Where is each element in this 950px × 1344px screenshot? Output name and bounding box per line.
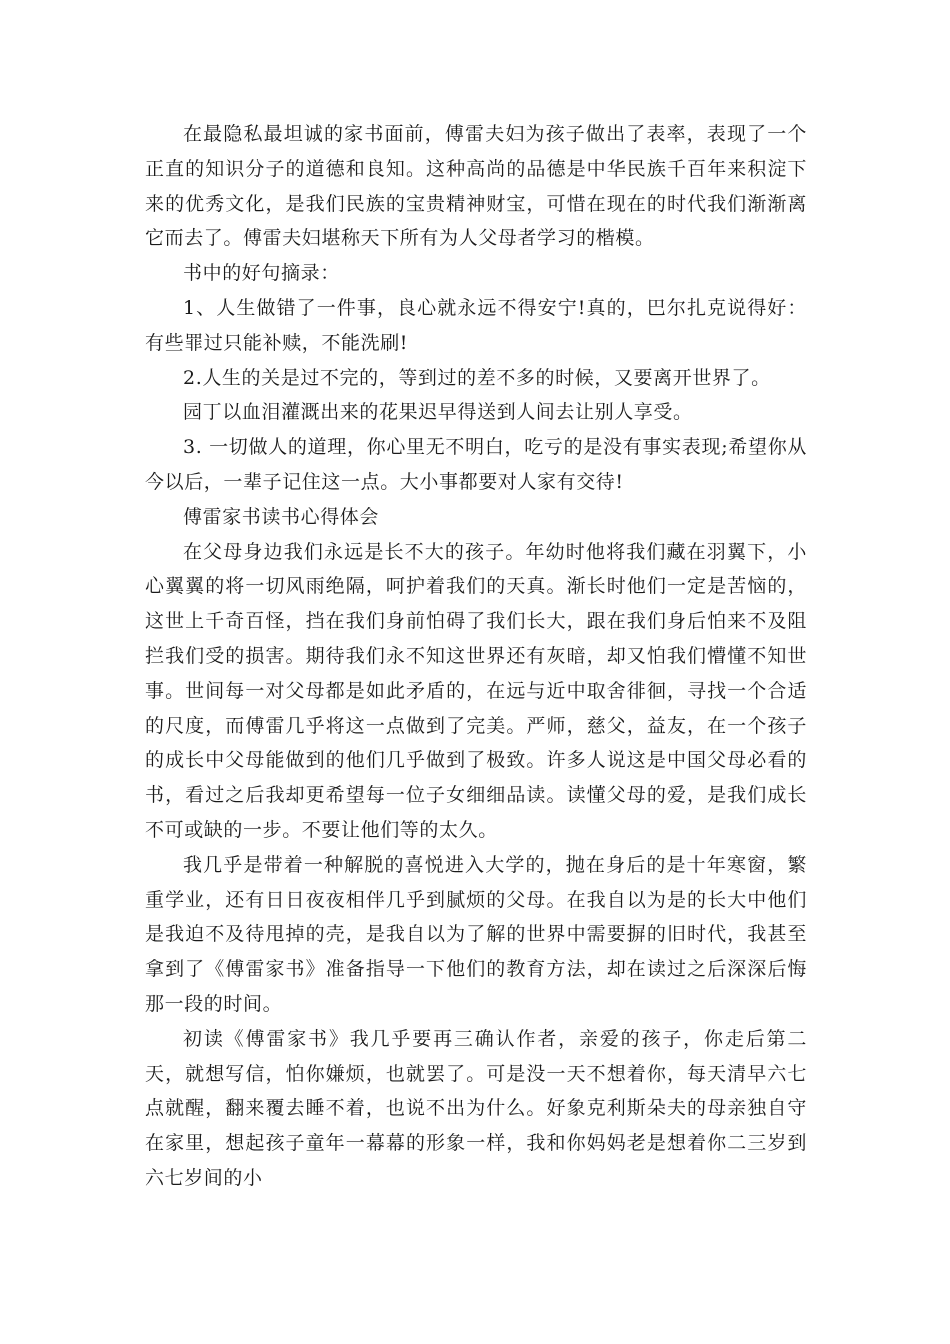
paragraph-quote-1: 1、人生做错了一件事，良心就永远不得安宁!真的，巴尔扎克说得好：有些罪过只能补赎，不能洗刷! xyxy=(145,296,807,354)
paragraph-quotes-heading: 书中的好句摘录： xyxy=(183,262,340,285)
paragraph-quote-2: 2.人生的关是过不完的，等到过的差不多的时候，又要离开世界了。 xyxy=(183,366,771,389)
paragraph-body-1: 在父母身边我们永远是长不大的孩子。年幼时他将我们藏在羽翼下，小心翼翼的将一切风雨绝隔，呵护着我们的天真。渐长时他们一定是苦恼的，这世上千奇百怪，挡在我们身前怕碍了我们长大，跟在我们身后怕来不及阻拦我们受的损害。期待我们永不知这世界还有灰暗，却又怕我们懵懂不知世事。世间每一对父母都是如此矛盾的，在远与近中取舍徘徊，寻找一个合适的尺度，而傅雷几乎将这一点做到了完美。严师，慈父，益友，在一个孩子的成长中父母能做到的他们几乎做到了极致。许多人说这是中国父母必看的书，看过之后我却更希望每一位子女细细品读。读懂父母的爱，是我们成长不可或缺的一步。不要让他们等的太久。 xyxy=(145,540,807,841)
section-heading: 傅雷家书读书心得体会 xyxy=(183,505,380,528)
paragraph-quote-2b: 园丁以血泪灌溉出来的花果迟早得送到人间去让别人享受。 xyxy=(183,401,693,424)
document-body xyxy=(145,117,807,1196)
paragraph-body-2: 我几乎是带着一种解脱的喜悦进入大学的，抛在身后的是十年寒窗，繁重学业，还有日日夜夜相伴几乎到腻烦的父母。在我自以为是的长大中他们是我迫不及待甩掉的壳，是我自以为了解的世界中需要摒的旧时代，我甚至拿到了《傅雷家书》准备指导一下他们的教育方法，却在读过之后深深后悔那一段的时间。 xyxy=(145,853,807,1015)
paragraph-body-3: 初读《傅雷家书》我几乎要再三确认作者，亲爱的孩子，你走后第二天，就想写信，怕你嫌烦，也就罢了。可是没一天不想着你，每天清早六七点就醒，翻来覆去睡不着，也说不出为什么。好象克利斯朵夫的母亲独自守在家里，想起孩子童年一幕幕的形象一样，我和你妈妈老是想着你二三岁到六七岁间的小 xyxy=(145,1027,807,1189)
paragraph-intro: 在最隐私最坦诚的家书面前，傅雷夫妇为孩子做出了表率，表现了一个正直的知识分子的道德和良知。这种高尚的品德是中华民族千百年来积淀下来的优秀文化，是我们民族的宝贵精神财宝，可惜在现在的时代我们渐渐离它而去了。傅雷夫妇堪称天下所有为人父母者学习的楷模。 xyxy=(145,123,807,250)
paragraph-quote-3: 3. 一切做人的道理，你心里无不明白，吃亏的是没有事实表现;希望你从今以后，一辈子记住这一点。大小事都要对人家有交待! xyxy=(145,436,807,493)
